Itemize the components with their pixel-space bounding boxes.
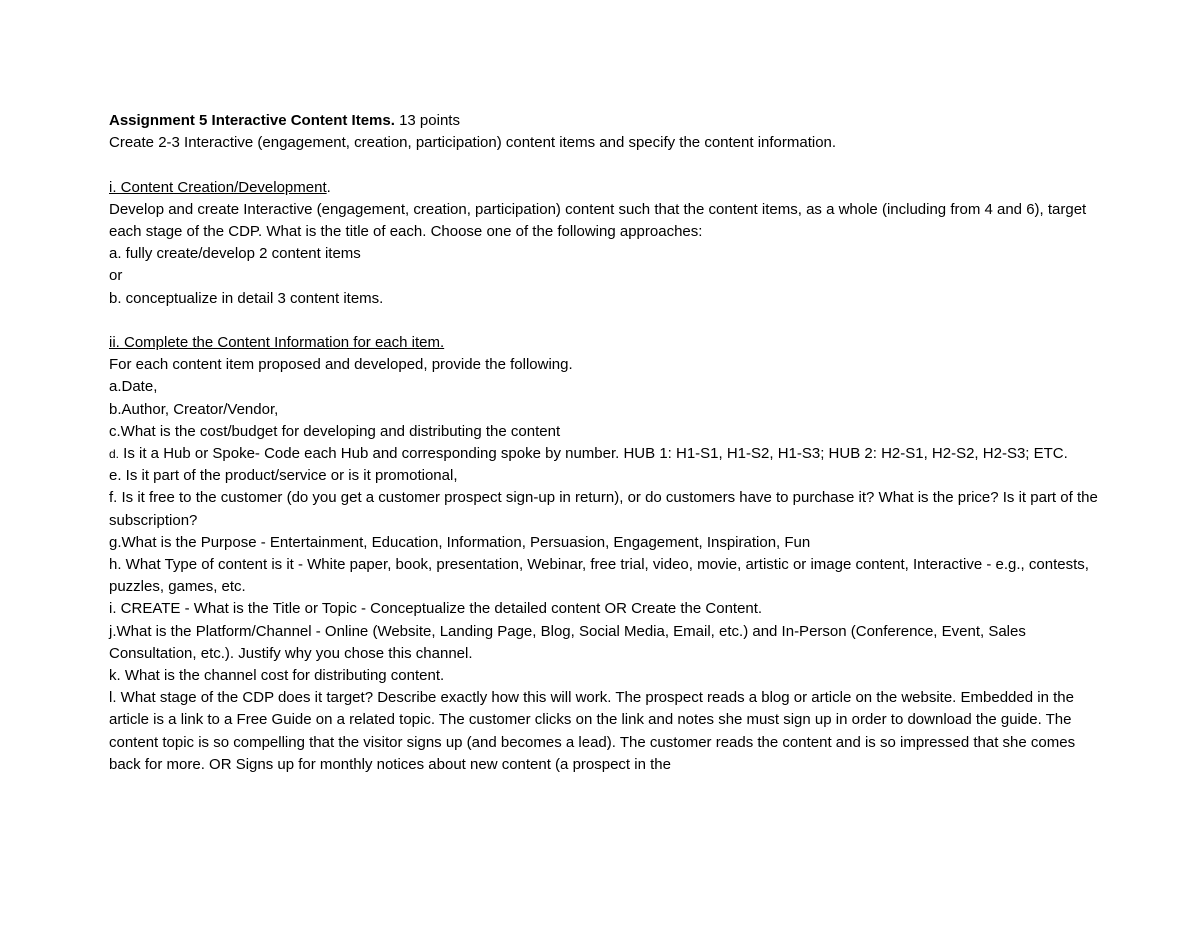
section1-option-a: a. fully create/develop 2 content items [109,245,361,263]
blank-line [109,310,1099,332]
list-item-g: g.What is the Purpose - Entertainment, Education, Information, Persuasion, Engagement, Inspiration, Fun [109,533,811,551]
section1-or: or [109,267,123,285]
section2-intro: For each content item proposed and developed, provide the following. [109,356,573,374]
section1-heading-line [109,177,1099,199]
list-item-h: h. What Type of content is it - White paper, book, presentation, Webinar, free trial, video, movie, artistic or image content, Interactive - e.g., contests, puzzles, games, etc. [109,556,1089,596]
blank-line [109,154,1099,176]
section1-heading-suffix: . [326,178,331,196]
list-item-i: i. CREATE - What is the Title or Topic - Conceptualize the detailed content OR Create the Content. [109,600,763,618]
list-item-j: j.What is the Platform/Channel - Online (Website, Landing Page, Blog, Social Media, Email, etc.) and In-Person (Conference, Event, Sales Consultation, etc.). Justify why you chose this channel. [109,622,1026,662]
section1-option-b: b. conceptualize in detail 3 content items. [109,289,384,307]
list-item-d-prefix: d. [109,447,120,462]
section2-heading: ii. Complete the Content Information for each item. [109,334,445,351]
section1-paragraph: Develop and create Interactive (engagement, creation, participation) content such that the content items, as a whole (including from 4 and 6), target each stage of the CDP. What is the title of each. Choose one of the following approaches: [109,200,1087,240]
section1-heading: i. Content Creation/Development [109,178,327,196]
list-item-l: l. What stage of the CDP does it target? Describe exactly how this will work. The prospect reads a blog or article on the website. Embedded in the article is a link to a Free Guide on a related topic. The customer clicks on the link and notes she must sign up in order to download the guide. The content topic is so compelling that the visitor signs up (and becomes a lead). The customer reads the content and is so impressed that she comes back for more. OR Signs up for monthly notices about new content (a prospect in the [109,689,1076,773]
section2-heading-line [109,332,1099,354]
list-item-a: a.Date, [109,378,158,396]
assignment-title-line [109,110,1099,132]
list-item-e: e. Is it part of the product/service or is it promotional, [109,467,458,485]
list-item-c: c.What is the cost/budget for developing and distributing the content [109,422,561,440]
list-item-f: f. Is it free to the customer (do you get a customer prospect sign-up in return), or do customers have to purchase it? What is the price? Is it part of the subscription? [109,489,1098,529]
list-item-b: b.Author, Creator/Vendor, [109,400,279,418]
assignment-points: 13 points [394,112,460,129]
document-body [109,110,1099,776]
assignment-intro: Create 2-3 Interactive (engagement, creation, participation) content items and specify the content information. [109,134,837,152]
list-item-k: k. What is the channel cost for distributing content. [109,667,445,685]
list-item-d-text: Is it a Hub or Spoke- Code each Hub and corresponding spoke by number. HUB 1: H1-S1, H1-S2, H1-S3; HUB 2: H2-S1, H2-S2, H2-S3; ETC. [119,445,1068,463]
assignment-title: Assignment 5 Interactive Content Items. [109,112,395,129]
list-item-d [109,443,1099,465]
